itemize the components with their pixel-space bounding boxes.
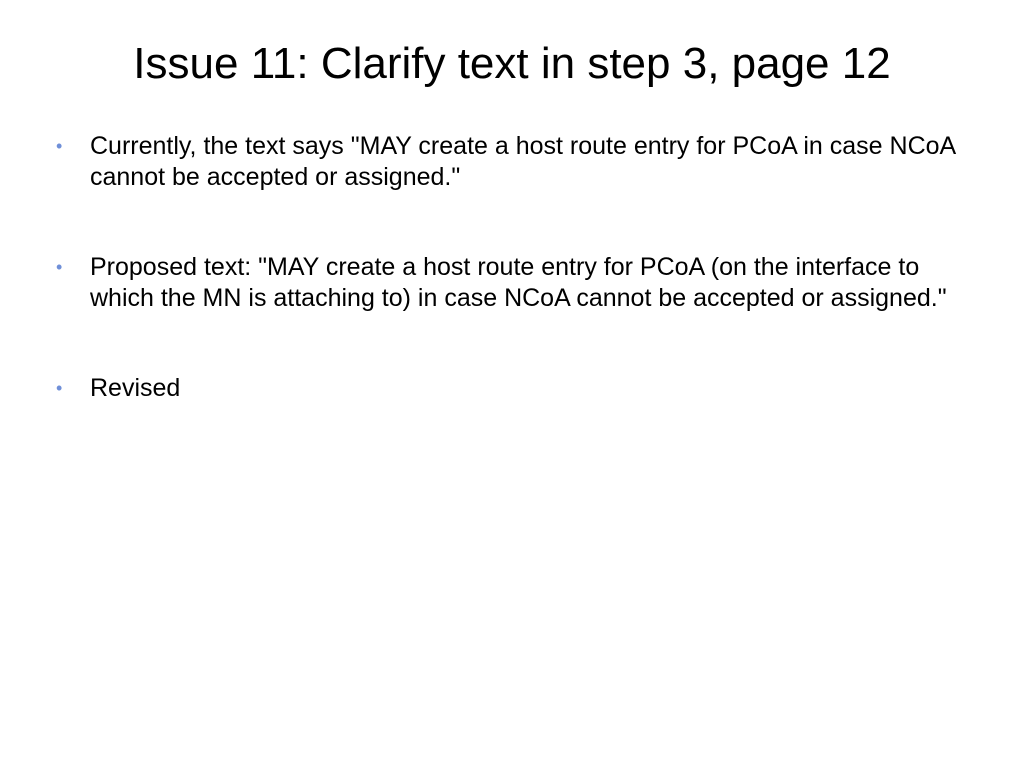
bullet-item-proposed-text [56, 252, 956, 314]
bullet-icon: • [56, 378, 63, 398]
bullet-list [56, 131, 956, 404]
bullet-icon: • [56, 257, 63, 277]
bullet-text: Currently, the text says "MAY create a host route entry for PCoA in case NCoA cannot be accepted or assigned." [90, 132, 955, 191]
bullet-text: Revised [90, 374, 181, 402]
bullet-item-status [56, 373, 956, 404]
slide-title: Issue 11: Clarify text in step 3, page 12 [133, 39, 891, 88]
bullet-text: Proposed text: "MAY create a host route entry for PCoA (on the interface to which the MN is attaching to) in case NCoA cannot be accepted or assigned." [90, 253, 947, 312]
bullet-icon: • [56, 136, 63, 156]
bullet-item-current-text [56, 131, 956, 193]
